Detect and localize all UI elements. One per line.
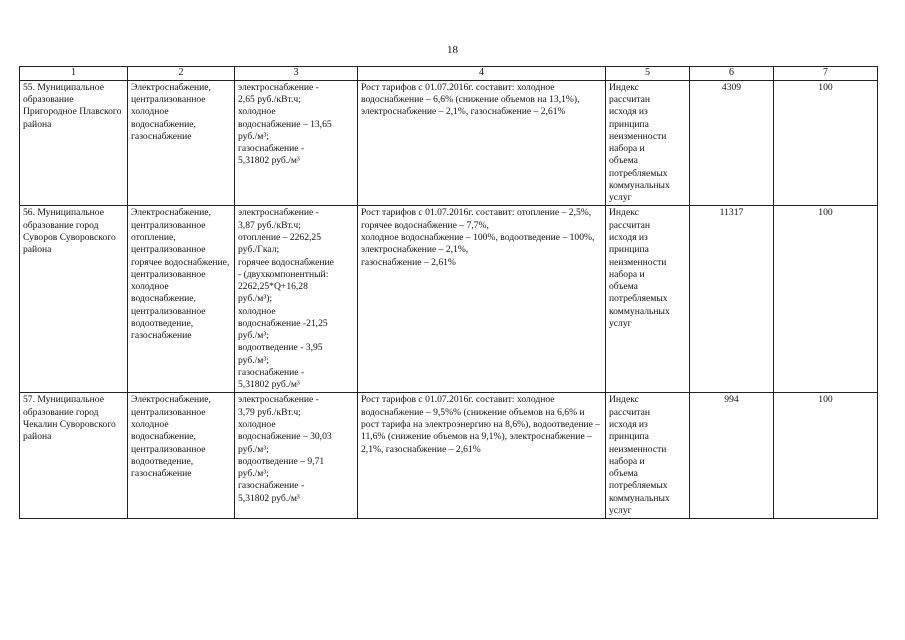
services-cell: Электроснабжение, централизованное отопление, централизованное горячее водоснабжение, централизованное холодное водоснабжение, централизованное водоотведение, газоснабжение bbox=[128, 206, 235, 393]
growth-cell: Рост тарифов с 01.07.2016г. составит: холодное водоснабжение – 6,6% (снижение объемов на 13,1%), электроснабжение – 2,1%, газоснабжение – 2,61% bbox=[358, 80, 606, 206]
table-row bbox=[20, 206, 878, 393]
index-note-cell: Индекс рассчитан исходя из принципа неизменности набора и объема потребляемых коммунальных услуг bbox=[606, 80, 690, 206]
population-cell: 11317 bbox=[690, 206, 774, 393]
column-header-1: 1 bbox=[20, 67, 128, 81]
column-header-3: 3 bbox=[235, 67, 358, 81]
column-header-6: 6 bbox=[690, 67, 774, 81]
column-header-4: 4 bbox=[358, 67, 606, 81]
page-number: 18 bbox=[447, 44, 458, 56]
tariffs-cell: электроснабжение - 3,87 руб./кВт.ч; отопление – 2262,25 руб./Гкал; горячее водоснабжение - (двухкомпонентный: 2262,25*Q+16,28 руб./м³); холодное водоснабжение -21,25 руб./м³; водоотведение - 3,95 руб./м³; газоснабжение - 5,31802 руб./м³ bbox=[235, 206, 358, 393]
municipality-cell: 55. Муниципальное образование Пригородное Плавского района bbox=[20, 80, 128, 206]
header-row bbox=[20, 67, 878, 81]
percent-cell: 100 bbox=[774, 80, 878, 206]
growth-cell: Рост тарифов с 01.07.2016г. составит: холодное водоснабжение – 9,5%% (снижение объемов на 6,6% и рост тарифа на электроэнергию на 8,6%), водоотведение – 11,6% (снижение объемов на 9,1%), электроснабжение – 2,1%, газоснабжение – 2,61% bbox=[358, 393, 606, 519]
table-row bbox=[20, 80, 878, 206]
table-row bbox=[20, 393, 878, 519]
index-note-cell: Индекс рассчитан исходя из принципа неизменности набора и объема потребляемых коммунальных услуг bbox=[606, 393, 690, 519]
tariffs-cell: электроснабжение - 2,65 руб./кВт.ч; холодное водоснабжение – 13,65 руб./м³; газоснабжение - 5,31802 руб./м³ bbox=[235, 80, 358, 206]
percent-cell: 100 bbox=[774, 206, 878, 393]
services-cell: Электроснабжение, централизованное холодное водоснабжение, централизованное водоотведение, газоснабжение bbox=[128, 393, 235, 519]
index-note-cell: Индекс рассчитан исходя из принципа неизменности набора и объема потребляемых коммунальных услуг bbox=[606, 206, 690, 393]
percent-cell: 100 bbox=[774, 393, 878, 519]
population-cell: 994 bbox=[690, 393, 774, 519]
population-cell: 4309 bbox=[690, 80, 774, 206]
column-header-7: 7 bbox=[774, 67, 878, 81]
services-cell: Электроснабжение, централизованное холодное водоснабжение, газоснабжение bbox=[128, 80, 235, 206]
column-header-2: 2 bbox=[128, 67, 235, 81]
growth-cell: Рост тарифов с 01.07.2016г. составит: отопление – 2,5%, горячее водоснабжение – 7,7%, холодное водоснабжение – 100%, водоотведение – 100%, электроснабжение – 2,1%, газоснабжение – 2,61% bbox=[358, 206, 606, 393]
tariff-table bbox=[19, 66, 878, 519]
municipality-cell: 56. Муниципальное образование город Суворов Суворовского района bbox=[20, 206, 128, 393]
column-header-5: 5 bbox=[606, 67, 690, 81]
municipality-cell: 57. Муниципальное образование город Чекалин Суворовского района bbox=[20, 393, 128, 519]
tariffs-cell: электроснабжение - 3,79 руб./кВт.ч; холодное водоснабжение – 30,03 руб./м³; водоотведение – 9,71 руб./м³; газоснабжение - 5,31802 руб./м³ bbox=[235, 393, 358, 519]
